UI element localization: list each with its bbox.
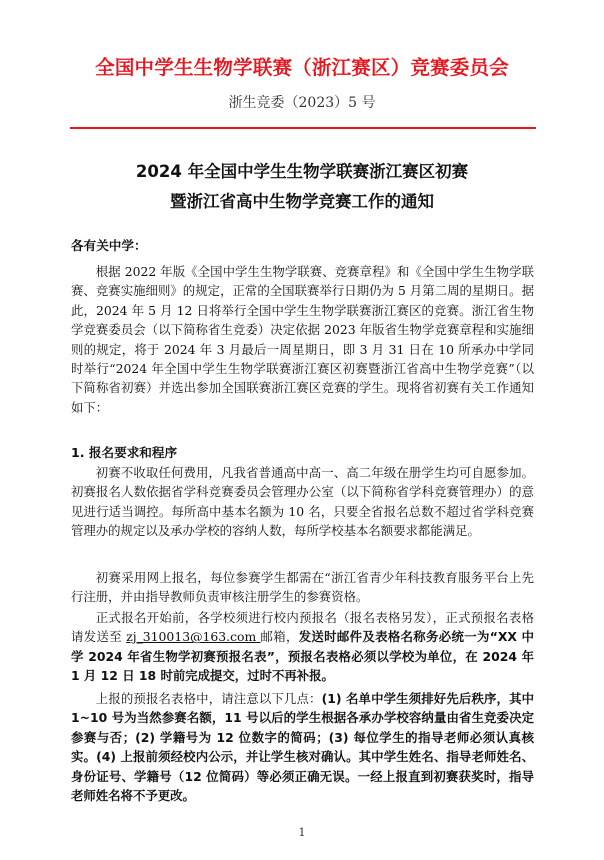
document-title-line1: 2024 年全国中学生生物学联赛浙江赛区初赛: [135, 162, 469, 181]
section-heading: 1. 报名要求和程序: [71, 445, 178, 460]
pre-registration-requirement: 发送时邮件及表格名称务必统一为“XX 中学 2024 年省生物学初赛预报名表”，预报名表格必须以学校为单位，在 2024 年 1 月 12 日 18 时前完成提交，过时不再补报。: [71, 629, 534, 684]
notes-paragraph: [71, 689, 534, 805]
intro-paragraph: 根据 2022 年版《全国中学生生物学联赛、竞赛章程》和《全国中学生生物学联赛、竞赛实施细则》的规定，正常的全国联赛举行日期仍为 5 月第二周的星期日。据此，2024 年 5 月 12 日将举行全国中学生生物学联赛浙江赛区的竞赛。浙江省生物学竞赛委员会（以下简称省生竞委）决定依据 2023 年版省生物学竞赛章程和实施细则的规定，将于 2024 年 3 月最后一周星期日，即 3 月 31 日在 10 所承办中学同时举行“2024 年全国中学生生物学联赛浙江赛区初赛暨浙江省高中生物学竞赛”（以下简称省初赛）并选出参加全国联赛浙江赛区竞赛的学生。现将省初赛有关工作通知如下：: [71, 264, 534, 415]
eligibility-paragraph: 初赛不收取任何费用，凡我省普通高中高一、高二年级在册学生均可自愿参加。初赛报名人数依据省学科竞赛委员会管理办公室（以下简称省学科竞赛管理办）的意见进行适当调控。每所高中基本名额为 10 名，只要全省报名总数不超过省学科竞赛管理办的规定以及承办学校的容纳人数，每所学校基本名额要求都能满足。: [71, 465, 534, 539]
notes-requirements: (1) 名单中学生须排好先后秩序，其中 1~10 号为当然参赛名额，11 号以后的学生根据各承办学校容纳量由省生竞委决定参赛与否；(2) 学籍号为 12 位数字的简码；(3) 每位学生的指导老师必须认真核实。(4) 上报前须经校内公示，并让学生核对确认。其中学生姓名、指导老师姓名、身份证号、学籍号（12 位简码）等必须正确无误。一经上报直到初赛获奖时，指导老师姓名将不予更改。: [71, 691, 535, 804]
document-title-line2: 暨浙江省高中生物学竞赛工作的通知: [170, 192, 434, 211]
salutation: 各有关中学：: [71, 238, 147, 253]
online-registration-paragraph: 初赛采用网上报名，每位参赛学生都需在“浙江省青少年科技教育服务平台上先行注册，并由指导教师负责审核注册学生的参赛资格。: [71, 570, 534, 605]
document-number: 浙生竞委（2023）5 号: [228, 95, 376, 111]
header-divider: [70, 127, 536, 129]
pre-registration-paragraph: [71, 608, 534, 686]
issuer-header: 全国中学生生物学联赛（浙江赛区）竞赛委员会: [95, 56, 509, 79]
email-link[interactable]: zj_310013@163.com: [126, 629, 261, 645]
pre-registration-text-2: 邮箱，: [260, 629, 299, 645]
page-number: 1: [298, 826, 306, 839]
pre-registration-text: 正式报名开始前，各学校须进行校内预报名（报名表格另发），正式预报名表格请发送至: [71, 610, 534, 645]
notes-intro: 上报的预报名表格中，请注意以下几点：: [95, 691, 322, 706]
